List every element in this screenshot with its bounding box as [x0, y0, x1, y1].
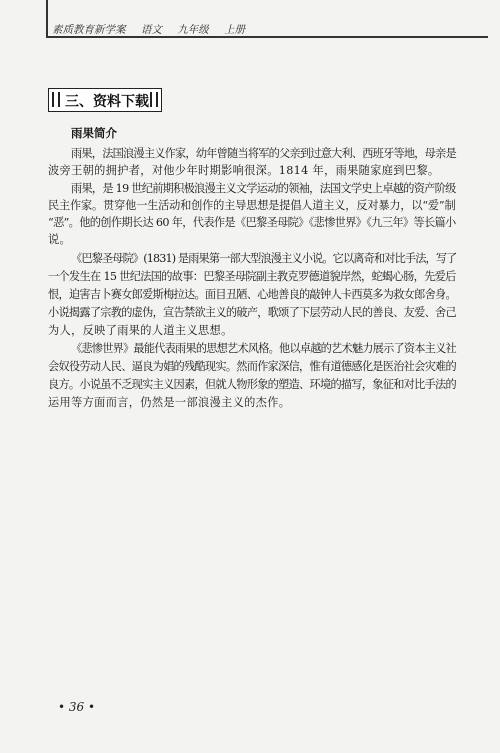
body-line: 民主作家。贯穿他一生活动和创作的主导思想是提倡人道主义，反对暴力，以“爱”制: [48, 199, 456, 212]
body-line: 一个发生在 15 世纪法国的故事：巴黎圣母院副主教克罗德道貌岸然，蛇蝎心肠，先爱后: [48, 270, 456, 283]
body-line: 波旁王朝的拥护者，对他少年时期影响很深。1814 年，雨果随家庭到巴黎。: [48, 164, 440, 177]
body-line: “恶”。他的创作期长达 60 年，代表作是《巴黎圣母院》《悲惨世界》《九三年》等长篇小: [48, 216, 456, 229]
page-header: [48, 20, 468, 38]
body-line: 为人，反映了雨果的人道主义思想。: [48, 324, 233, 337]
body-line: 说。: [48, 233, 72, 246]
header-vertical-rule: [46, 0, 48, 38]
header-series: 素质教育新学案: [52, 24, 126, 36]
body-line: 良方。小说虽不乏现实主义因素，但就人物形象的塑造、环境的描写，象征和对比手法的: [48, 378, 456, 391]
page-number: • 36 •: [58, 700, 96, 714]
header-rule: [48, 36, 488, 38]
section-bars-left: [52, 92, 60, 107]
section-heading-box: [48, 88, 162, 112]
header-grade: 九年级: [177, 24, 209, 36]
subheading: 雨果简介: [71, 126, 117, 140]
header-volume: 上册: [224, 24, 246, 36]
section-title: 三、资料下载: [65, 94, 149, 110]
body-line: 运用等方面而言，仍然是一部浪漫主义的杰作。: [48, 396, 291, 409]
body-line: 恨，迫害吉卜赛女郎爱斯梅拉达。面目丑陋、心地善良的敲钟人卡西莫多为救女郎舍身。: [48, 288, 456, 301]
section-bars-right: [150, 92, 158, 107]
body-line: 《巴黎圣母院》(1831) 是雨果第一部大型浪漫主义小说。它以离奇和对比手法，写了: [71, 252, 457, 265]
body-line: 小说揭露了宗教的虚伪，宣告禁欲主义的破产，歌颂了下层劳动人民的善良、友爱、舍己: [48, 306, 456, 319]
body-line: 会奴役劳动人民、逼良为娼的残酷现实。然而作家深信，惟有道德感化是医治社会灾难的: [48, 360, 456, 373]
running-header: [52, 22, 257, 37]
header-subject: 语文: [140, 24, 162, 36]
body-line: 雨果，法国浪漫主义作家，幼年曾随当将军的父亲到过意大利、西班牙等地，母亲是: [71, 147, 456, 160]
body-line: 雨果，是 19 世纪前期积极浪漫主义文学运动的领袖，法国文学史上卓越的资产阶级: [71, 182, 456, 195]
body-line: 《悲惨世界》最能代表雨果的思想艺术风格。他以卓越的艺术魅力展示了资本主义社: [71, 342, 456, 355]
